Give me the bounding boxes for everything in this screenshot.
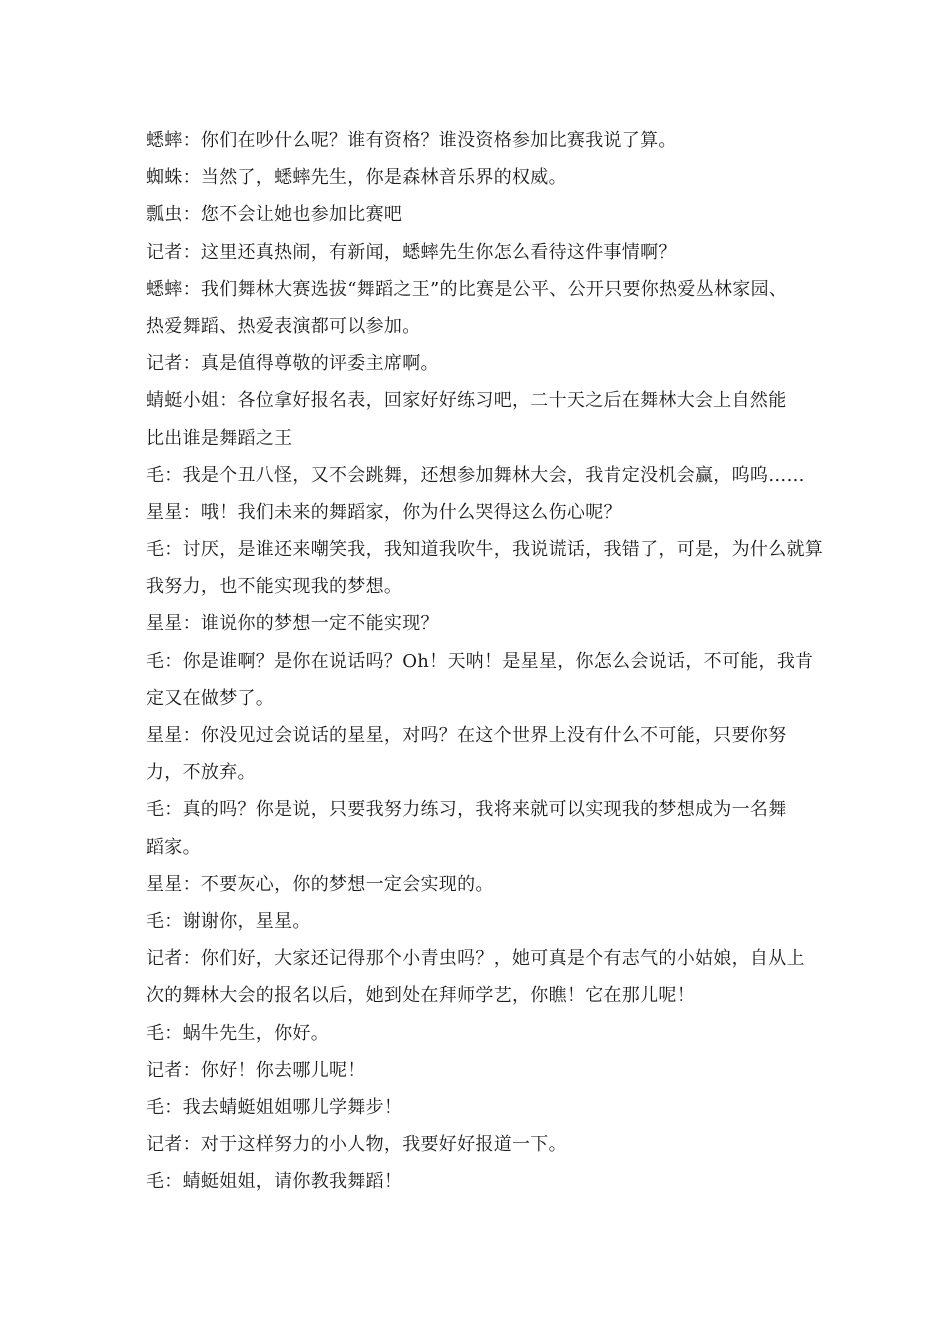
text-line: 定又在做梦了。 xyxy=(146,687,275,709)
text-line: 蜻蜓小姐：各位拿好报名表，回家好好练习吧，二十天之后在舞林大会上自然能 xyxy=(146,390,787,412)
text-line: 毛：你是谁啊？是你在说话吗？Oh！天呐！是星星，你怎么会说话，不可能，我肯 xyxy=(146,650,814,672)
text-line: 毛：蜗牛先生，你好。 xyxy=(146,1022,329,1044)
text-line: 星星：谁说你的梦想一定不能实现？ xyxy=(146,613,439,635)
text-line: 记者：对于这样努力的小人物，我要好好报道一下。 xyxy=(146,1134,567,1156)
text-line: 毛：我是个丑八怪，又不会跳舞，还想参加舞林大会，我肯定没机会赢，呜呜…… xyxy=(146,464,805,486)
text-line: 星星：不要灰心，你的梦想一定会实现的。 xyxy=(146,873,494,895)
text-line: 蹈家。 xyxy=(146,836,201,858)
text-line: 蟋蟀：我们舞林大赛选拔“舞蹈之王”的比赛是公平、公开只要你热爱丛林家园、 xyxy=(146,278,788,300)
text-line: 毛：我去蜻蜓姐姐哪儿学舞步！ xyxy=(146,1096,403,1118)
text-line: 记者：你好！你去哪儿呢！ xyxy=(146,1059,366,1081)
text-line: 次的舞林大会的报名以后，她到处在拜师学艺，你瞧！它在那儿呢！ xyxy=(146,985,695,1007)
text-line: 蜘蛛：当然了，蟋蟀先生，你是森林音乐界的权威。 xyxy=(146,167,567,189)
text-line: 我努力，也不能实现我的梦想。 xyxy=(146,576,403,598)
text-line: 毛：真的吗？你是说，只要我努力练习，我将来就可以实现我的梦想成为一名舞 xyxy=(146,799,787,821)
text-line: 热爱舞蹈、热爱表演都可以参加。 xyxy=(146,315,421,337)
text-line: 星星：哦！我们未来的舞蹈家，你为什么哭得这么伤心呢？ xyxy=(146,501,622,523)
text-line: 记者：这里还真热闹，有新闻，蟋蟀先生你怎么看待这件事情啊？ xyxy=(146,241,677,263)
text-line: 毛：蜻蜓姐姐，请你教我舞蹈！ xyxy=(146,1171,403,1193)
text-line: 力，不放弃。 xyxy=(146,762,256,784)
text-line: 星星：你没见过会说话的星星，对吗？在这个世界上没有什么不可能，只要你努 xyxy=(146,725,787,746)
text-line: 比出谁是舞蹈之王 xyxy=(146,427,293,449)
text-line: 瓢虫：您不会让她也参加比赛吧 xyxy=(146,204,403,226)
text-line: 毛：谢谢你，星星。 xyxy=(146,910,311,932)
text-line: 蟋蟀：你们在吵什么呢？谁有资格？谁没资格参加比赛我说了算。 xyxy=(146,130,677,151)
script-text-body xyxy=(146,122,824,1200)
text-line: 毛：讨厌，是谁还来嘲笑我，我知道我吹牛，我说谎话，我错了，可是，为什么就算 xyxy=(146,539,824,561)
text-line: 记者：真是值得尊敬的评委主席啊。 xyxy=(146,353,439,375)
text-line: 记者：你们好，大家还记得那个小青虫吗？，她可真是个有志气的小姑娘，自从上 xyxy=(146,948,805,970)
